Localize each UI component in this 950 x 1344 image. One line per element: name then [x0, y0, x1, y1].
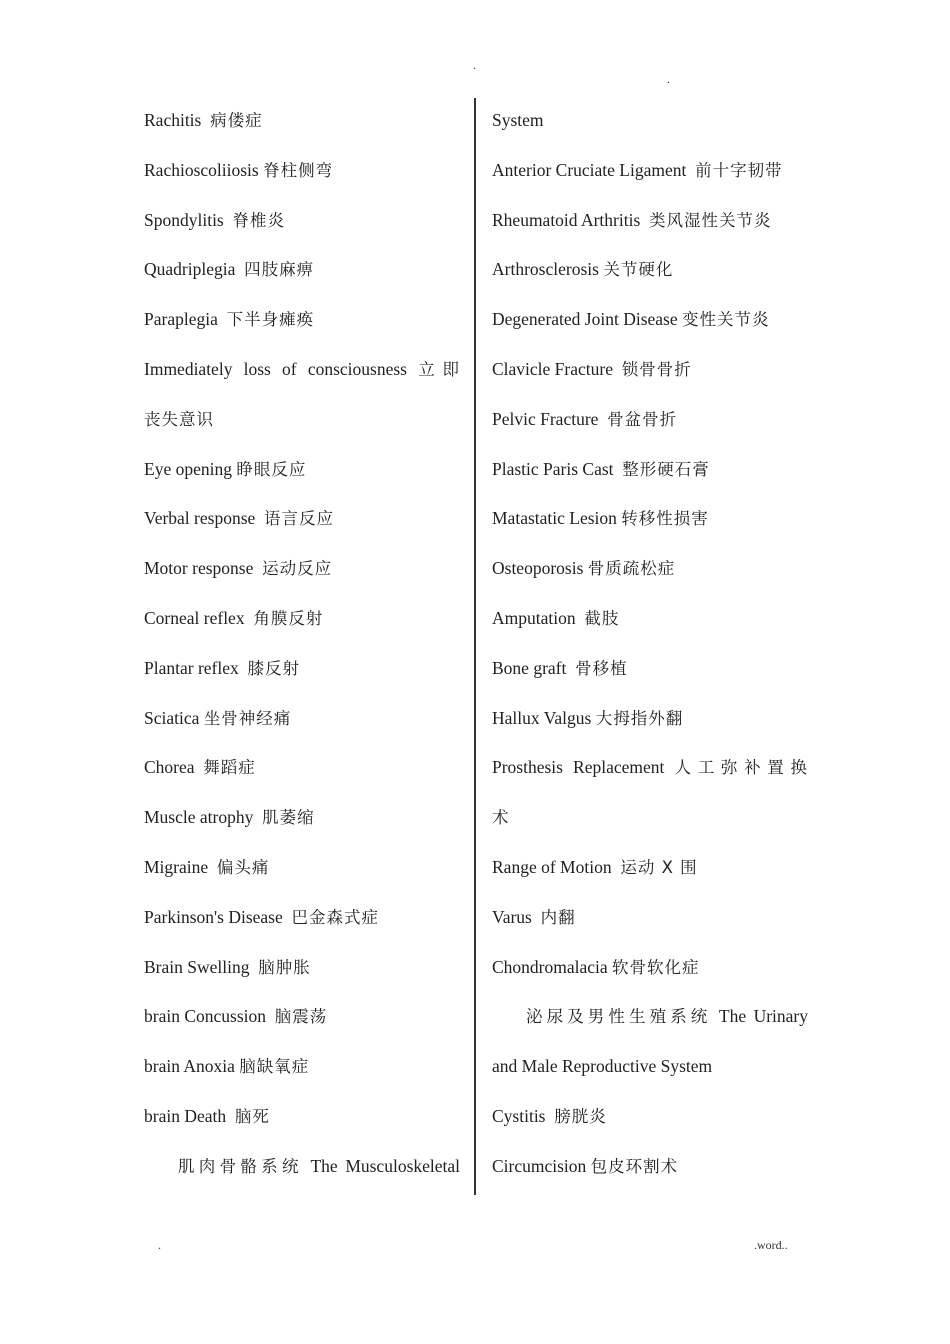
term-cn: 骨质疏松症 [587, 559, 676, 579]
section-heading [492, 992, 808, 1042]
term-en: Migraine [144, 856, 209, 877]
term-en: Quadriplegia [144, 259, 236, 280]
section-heading [144, 1142, 460, 1192]
term-cn: 膝反射 [247, 658, 300, 678]
term-cn: 前十字韧带 [695, 160, 783, 180]
term-line [144, 295, 460, 345]
term-cn: 立即 [418, 359, 461, 379]
term-cn: 四肢麻痹 [244, 260, 315, 280]
term-en: brain Concussion [144, 1006, 267, 1027]
term-line [144, 245, 460, 295]
term-line [144, 594, 460, 644]
term-line [144, 146, 460, 196]
term-cn: 脑肿胀 [258, 957, 311, 977]
term-line [144, 743, 460, 793]
term-line [492, 743, 808, 793]
term-en: brain Anoxia [144, 1056, 235, 1077]
right-column [492, 96, 808, 1192]
term-en: Bone graft [492, 657, 567, 678]
term-cn: 下半身瘫痪 [226, 310, 315, 330]
term-en: Circumcision [492, 1155, 587, 1176]
term-cn: 软骨软化症 [612, 957, 700, 977]
term-en: Chondromalacia [492, 956, 608, 977]
term-line [492, 1092, 808, 1142]
term-line [492, 146, 808, 196]
term-line [492, 1042, 808, 1092]
term-cn: 脑缺氧症 [239, 1057, 310, 1077]
term-en: Rheumatoid Arthritis [492, 209, 641, 230]
term-cn: 坐骨神经痛 [203, 708, 292, 728]
term-line [492, 196, 808, 246]
term-line [492, 943, 808, 993]
term-en: Immediately loss of consciousness [144, 358, 407, 379]
term-line [144, 494, 460, 544]
term-cn: 脊椎炎 [232, 210, 285, 230]
footer-dot-left: . [158, 1238, 161, 1252]
term-en: Verbal response [144, 508, 256, 529]
term-en: Pelvic Fracture [492, 408, 599, 429]
term-en: Motor response [144, 558, 254, 579]
term-line [144, 843, 460, 893]
term-cn: 丧失意识 [144, 409, 214, 429]
term-line [492, 295, 808, 345]
term-line [144, 1042, 460, 1092]
term-cn: 类风湿性关节炎 [649, 210, 772, 230]
term-line [144, 644, 460, 694]
term-cn: 病偻症 [210, 111, 263, 130]
term-en: Osteoporosis [492, 558, 584, 579]
header-dot-left: . [473, 58, 476, 72]
term-en: Arthrosclerosis [492, 259, 599, 280]
term-en: Muscle atrophy [144, 807, 254, 828]
term-cn: 运动反应 [262, 559, 333, 579]
term-en: Paraplegia [144, 309, 218, 330]
term-line [144, 96, 460, 146]
term-cn: 术 [492, 808, 510, 828]
section-heading-en: The Musculoskeletal [310, 1155, 461, 1176]
term-cn: 运动 X 围 [620, 857, 698, 877]
term-en: Plastic Paris Cast [492, 458, 614, 479]
term-en: Clavicle Fracture [492, 358, 613, 379]
term-en: Degenerated Joint Disease [492, 309, 678, 330]
footer-label: .word.. [754, 1238, 788, 1252]
term-cn: 转移性损害 [621, 509, 709, 529]
term-line [492, 445, 808, 495]
term-en: Parkinson's Disease [144, 906, 283, 927]
term-line [144, 1092, 460, 1142]
term-en: Rachioscoliiosis [144, 159, 259, 180]
term-line [144, 893, 460, 943]
term-cn: 脑震荡 [274, 1007, 328, 1027]
term-line [144, 544, 460, 594]
term-en: Brain Swelling [144, 956, 250, 977]
section-heading-en: The Urinary [718, 1006, 809, 1027]
term-cn: 大拇指外翻 [595, 708, 684, 728]
term-line [144, 793, 460, 843]
term-en: Sciatica [144, 707, 200, 728]
term-cn: 截肢 [584, 608, 620, 628]
term-cn: 人工弥补置换 [674, 758, 808, 778]
term-line [492, 544, 808, 594]
term-line [492, 245, 808, 295]
term-line [492, 395, 808, 445]
term-cn: 关节硬化 [603, 260, 674, 280]
term-line [492, 1142, 808, 1192]
term-en: and Male Reproductive System [492, 1056, 713, 1077]
term-line [492, 96, 808, 146]
term-cn: 骨盆骨折 [607, 409, 678, 429]
term-en: Prosthesis Replacement [492, 757, 665, 778]
term-en: Cystitis [492, 1105, 546, 1126]
term-line [492, 694, 808, 744]
term-cn: 膀胱炎 [554, 1106, 607, 1126]
term-en: Chorea [144, 757, 195, 778]
term-line [492, 793, 808, 843]
term-cn: 睁眼反应 [236, 459, 307, 479]
term-en: brain Death [144, 1105, 227, 1126]
term-cn: 肌萎缩 [262, 808, 315, 828]
term-cn: 偏头痛 [216, 857, 270, 877]
section-heading-cn: 泌尿及男性生殖系统 [526, 1007, 712, 1027]
term-en: Matastatic Lesion [492, 508, 617, 529]
term-line [492, 345, 808, 395]
term-en: Varus [492, 906, 532, 927]
term-en: Plantar reflex [144, 657, 239, 678]
term-en: Hallux Valgus [492, 707, 592, 728]
term-line [144, 395, 460, 445]
term-cn: 脊柱侧弯 [263, 160, 334, 180]
term-en: Corneal reflex [144, 607, 245, 628]
term-en: Spondylitis [144, 209, 224, 230]
term-en: Eye opening [144, 458, 232, 479]
term-cn: 角膜反射 [253, 608, 324, 628]
term-line [144, 196, 460, 246]
term-cn: 内翻 [540, 907, 576, 927]
left-column [144, 96, 460, 1192]
term-en: Amputation [492, 607, 576, 628]
term-cn: 语言反应 [264, 509, 335, 529]
header-dot-right: . [667, 72, 670, 86]
term-line [492, 893, 808, 943]
term-cn: 锁骨骨折 [621, 359, 692, 379]
section-heading-cn: 肌肉骨骼系统 [178, 1156, 303, 1176]
term-cn: 变性关节炎 [682, 310, 770, 330]
term-line [144, 445, 460, 495]
term-en: System [492, 110, 544, 130]
term-line [144, 694, 460, 744]
term-line [144, 943, 460, 993]
term-cn: 整形硬石膏 [622, 459, 710, 479]
term-line [492, 843, 808, 893]
column-divider [474, 98, 476, 1195]
term-cn: 骨移植 [575, 658, 628, 678]
term-line [144, 345, 460, 395]
term-line [492, 594, 808, 644]
term-en: Anterior Cruciate Ligament [492, 159, 687, 180]
term-en: Range of Motion [492, 856, 612, 877]
term-line [492, 644, 808, 694]
term-line [492, 494, 808, 544]
term-cn: 舞蹈症 [203, 758, 256, 778]
term-cn: 包皮环割术 [590, 1156, 679, 1176]
term-en: Rachitis [144, 110, 202, 130]
term-line [144, 992, 460, 1042]
term-cn: 脑死 [234, 1106, 270, 1126]
term-cn: 巴金森式症 [291, 907, 380, 927]
